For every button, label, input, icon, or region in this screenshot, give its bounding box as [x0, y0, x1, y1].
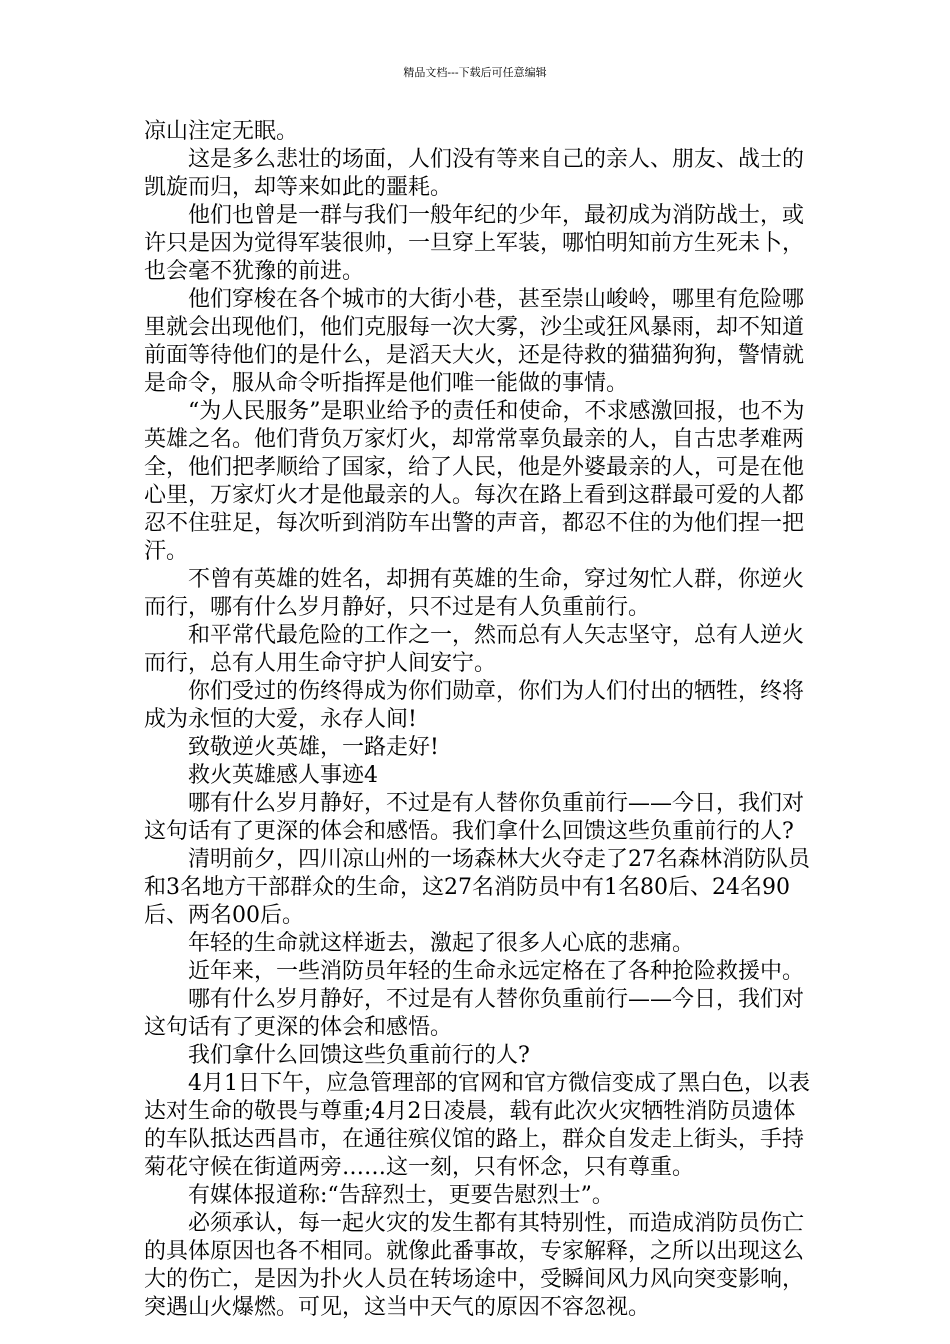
- paragraph: 哪有什么岁月静好，不过是有人替你负重前行——今日，我们对这句话有了更深的体会和感悟。: [144, 987, 805, 1040]
- paragraph: 4月1日下午，应急管理部的官网和官方微信变成了黑白色，以表达对生命的敬畏与尊重;4月2日凌晨，载有此次火灾牺牲消防员遗体的车队抵达西昌市，在通往殡仪馆的路上，群众自发走上街头，手持菊花守候在街道两旁……这一刻，只有怀念，只有尊重。: [144, 1071, 810, 1180]
- paragraph: 你们受过的伤终得成为你们勋章，你们为人们付出的牺牲，终将成为永恒的大爱，永存人间!: [144, 679, 805, 732]
- paragraph: 凉山注定无眠。: [144, 119, 299, 144]
- section-heading: 救火英雄感人事迹4: [188, 763, 378, 788]
- paragraph: 他们也曾是一群与我们一般年纪的少年，最初成为消防战士，或许只是因为觉得军装很帅，一旦穿上军装，哪怕明知前方生死未卜，也会毫不犹豫的前进。: [144, 203, 805, 284]
- paragraph: 我们拿什么回馈这些负重前行的人?: [188, 1043, 530, 1068]
- page-header: 精品文档---下载后可任意编辑: [403, 66, 547, 79]
- paragraph: 清明前夕，四川凉山州的一场森林大火夺走了27名森林消防队员和3名地方干部群众的生命，这27名消防员中有1名80后、24名90后、两名00后。: [144, 847, 810, 928]
- paragraph: 和平常代最危险的工作之一，然而总有人矢志坚守，总有人逆火而行，总有人用生命守护人间安宁。: [144, 623, 805, 676]
- paragraph: 哪有什么岁月静好，不过是有人替你负重前行——今日，我们对这句话有了更深的体会和感悟。我们拿什么回馈这些负重前行的人?: [144, 791, 805, 844]
- paragraph: 必须承认，每一起火灾的发生都有其特别性，而造成消防员伤亡的具体原因也各不相同。就像此番事故，专家解释，之所以出现这么大的伤亡，是因为扑火人员在转场途中，受瞬间风力风向突变影响，突遇山火爆燃。可见，这当中天气的原因不容忽视。: [144, 1211, 805, 1320]
- paragraph: “为人民服务”是职业给予的责任和使命，不求感激回报，也不为英雄之名。他们背负万家灯火，却常常辜负最亲的人，自古忠孝难两全，他们把孝顺给了国家，给了人民，他是外婆最亲的人，可是在他心里，万家灯火才是他最亲的人。每次在路上看到这群最可爱的人都忍不住驻足，每次听到消防车出警的声音，都忍不住的为他们捏一把汗。: [144, 399, 805, 564]
- paragraph: 近年来，一些消防员年轻的生命永远定格在了各种抢险救援中。: [188, 959, 805, 984]
- paragraph: 致敬逆火英雄，一路走好!: [188, 735, 439, 760]
- paragraph: 有媒体报道称:“告辞烈士，更要告慰烈士”。: [188, 1183, 614, 1208]
- paragraph: 这是多么悲壮的场面，人们没有等来自己的亲人、朋友、战士的凯旋而归，却等来如此的噩耗。: [144, 147, 805, 200]
- paragraph: 不曾有英雄的姓名，却拥有英雄的生命，穿过匆忙人群，你逆火而行，哪有什么岁月静好，只不过是有人负重前行。: [144, 567, 805, 620]
- document-body: [144, 118, 810, 1322]
- paragraph: 他们穿梭在各个城市的大街小巷，甚至崇山峻岭，哪里有危险哪里就会出现他们，他们克服每一次大雾，沙尘或狂风暴雨，却不知道前面等待他们的是什么，是滔天大火，还是待救的猫猫狗狗，警情就是命令，服从命令听指挥是他们唯一能做的事情。: [144, 287, 805, 396]
- paragraph: 年轻的生命就这样逝去，激起了很多人心底的悲痛。: [188, 931, 695, 956]
